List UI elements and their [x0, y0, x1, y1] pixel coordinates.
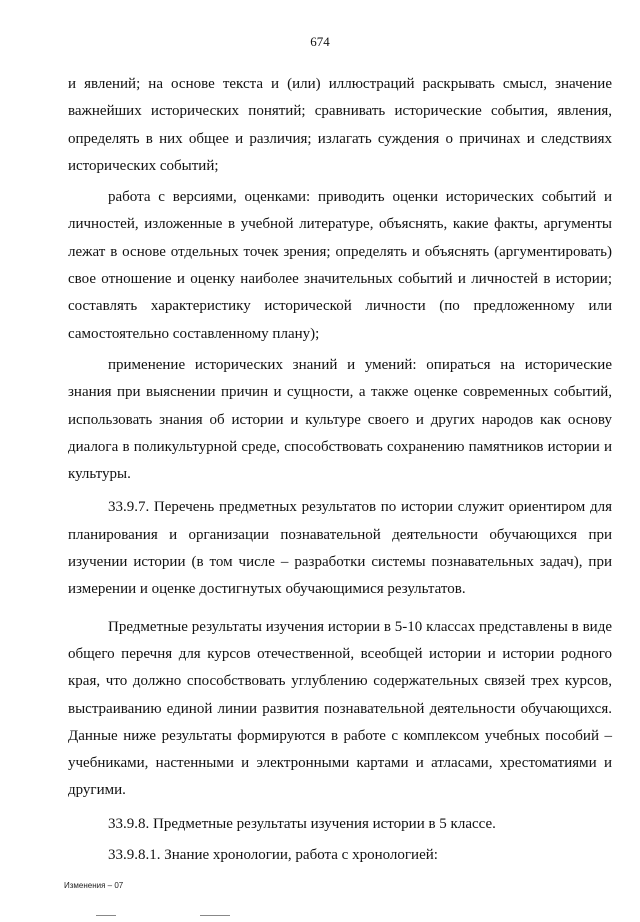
text-body [68, 71, 612, 869]
bottom-edge-mark [96, 915, 116, 916]
page-number: 674 [310, 34, 330, 49]
paragraph-continuation: и явлений; на основе текста и (или) иллюстраций раскрывать смысл, значение важнейших исторических понятий; сравнивать исторические события, явления, определять в них общее и различия; излагать суждения о причинах и следствиях исторических событий; [68, 76, 612, 174]
paragraph-33-9-8: 33.9.8. Предметные результаты изучения истории в 5 классе. [108, 815, 496, 832]
paragraph-versions: работа с версиями, оценками: приводить оценки исторических событий и личностей, изложенные в учебной литературе, объяснять, какие факты, аргументы лежат в основе отдельных точек зрения; определять и объяснять (аргументировать) свое отношение и оценку наиболее значительных событий и личностей в истории; составлять характеристику исторической личности (по предложенному или самостоятельно составленному плану); [68, 189, 612, 342]
paragraph-application: применение исторических знаний и умений: опираться на исторические знания при выяснении причин и сущности, а также оценке современных событий, использовать знания об истории и культуре своего и других народов как основу диалога в поликультурной среде, способствовать сохранению памятников истории и культуры. [68, 356, 612, 483]
footer-changes-note: Изменения – 07 [64, 881, 124, 890]
paragraph-33-9-7: 33.9.7. Перечень предметных результатов по истории служит ориентиром для планирования и организации познавательной деятельности обучающихся при изучении истории (в том числе – разработки системы познавательных задач), при измерении и оценке достигнутых обучающимися результатов. [68, 499, 612, 598]
paragraph-subject-results: Предметные результаты изучения истории в 5-10 классах представлены в виде общего перечня для курсов отечественной, всеобщей истории и истории родного края, что должно способствовать углублению содержательных связей трех курсов, выстраиванию единой линии развития познавательной деятельности обучающихся. Данные ниже результаты формируются в работе с комплексом учебных пособий – учебниками, настенными и электронными картами и атласами, хрестоматиями и другими. [68, 618, 612, 799]
bottom-edge-mark [200, 915, 230, 916]
paragraph-33-9-8-1: 33.9.8.1. Знание хронологии, работа с хронологией: [108, 847, 438, 864]
